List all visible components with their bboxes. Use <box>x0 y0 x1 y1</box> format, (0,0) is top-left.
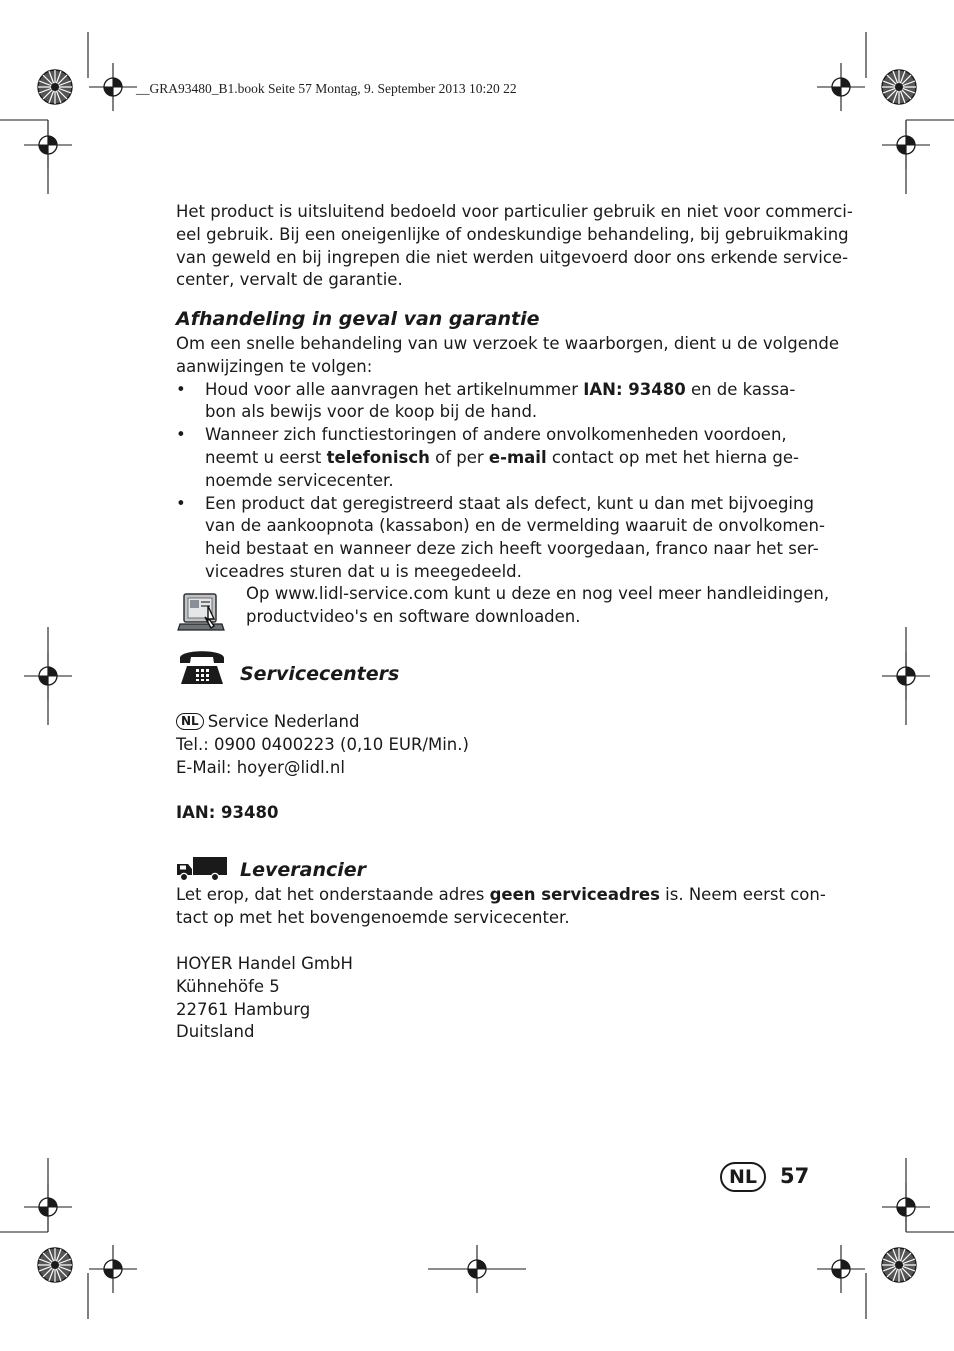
registration-mark-icon <box>24 652 72 700</box>
registration-mark-icon <box>453 1245 501 1293</box>
address-line: Duitsland <box>176 1022 255 1042</box>
registration-mark-icon <box>882 1183 930 1231</box>
bullet-text: noemde servicecenter. <box>205 470 394 490</box>
bullet-text: heid bestaat en wanneer deze zich heeft voorgedaan, franco naar het ser- <box>205 539 819 559</box>
bold-term: e-mail <box>488 447 547 467</box>
ian-number: IAN: 93480 <box>176 803 279 822</box>
download-line: productvideo's en software downloaden. <box>246 606 581 626</box>
registration-mark-icon <box>89 63 137 111</box>
bullet-text: • Een product dat geregistreerd staat als defect, kunt u dan met bijvoeging <box>205 493 814 513</box>
bullet-text: of per <box>429 447 489 467</box>
color-target-icon <box>882 70 916 104</box>
bold-term: geen serviceadres <box>489 885 660 904</box>
intro-line: eel gebruik. Bij een oneigenlijke of ondeskundige behandeling, bij gebruikmaking <box>176 224 849 244</box>
address-line: HOYER Handel GmbH <box>176 954 353 973</box>
country-badge: NL <box>176 713 204 730</box>
address-line: Kühnehöfe 5 <box>176 976 280 996</box>
registration-mark-icon <box>89 1245 137 1293</box>
service-name: Service Nederland <box>207 712 360 731</box>
registration-mark-icon <box>817 63 865 111</box>
registration-mark-icon <box>882 121 930 169</box>
color-target-icon <box>38 70 72 104</box>
bullet-text: viceadres sturen dat u is meegedeeld. <box>205 561 522 581</box>
warranty-intro-line: Om een snelle behandeling van uw verzoek te waarborgen, dient u de volgende <box>176 334 839 353</box>
bullet-text: Houd voor alle aanvragen het artikelnummer <box>205 379 584 399</box>
intro-line: van geweld en bij ingrepen die niet werden uitgevoerd door ons erkende service- <box>176 247 849 267</box>
bullet-text: contact op met het hierna ge- <box>546 447 799 467</box>
download-line: Op www.lidl-service.com kunt u deze en nog veel meer handleidingen, <box>246 584 830 603</box>
service-phone: Tel.: 0900 0400223 (0,10 EUR/Min.) <box>176 734 469 754</box>
color-target-icon <box>38 1248 72 1282</box>
bullet-text: neemt u eerst <box>205 447 327 467</box>
page-number: 57 <box>780 1164 810 1188</box>
bold-term: telefonisch <box>326 447 430 467</box>
servicecenters-heading: Servicecenters <box>240 663 400 685</box>
registration-mark-icon <box>24 1183 72 1231</box>
bullet-text: bon als bewijs voor de koop bij de hand. <box>205 402 538 422</box>
service-email: E-Mail: hoyer@lidl.nl <box>176 757 345 777</box>
warranty-heading: Afhandeling in geval van garantie <box>176 308 540 330</box>
address-line: 22761 Hamburg <box>176 999 311 1019</box>
language-badge: NL <box>720 1162 766 1192</box>
bullet-text: van de aankoopnota (kassabon) en de vermelding waaruit de onvolkomen- <box>205 516 825 536</box>
registration-mark-icon <box>24 121 72 169</box>
bullet-text: en de kassa- <box>685 379 796 399</box>
supplier-heading: Leverancier <box>240 859 367 881</box>
registration-mark-icon <box>882 652 930 700</box>
intro-line: center, vervalt de garantie. <box>176 270 403 290</box>
print-header: __GRA93480_B1.book Seite 57 Montag, 9. September 2013 10:20 22 <box>136 81 517 96</box>
supplier-text: tact op met het bovengenoemde servicecenter. <box>176 907 570 927</box>
color-target-icon <box>882 1248 916 1282</box>
warranty-intro-line: aanwijzingen te volgen: <box>176 356 373 376</box>
supplier-text: Let erop, dat het onderstaande adres <box>176 885 490 904</box>
registration-mark-icon <box>817 1245 865 1293</box>
supplier-text: is. Neem eerst con- <box>659 885 826 904</box>
article-number: IAN: 93480 <box>583 379 686 399</box>
intro-line: Het product is uitsluitend bedoeld voor particulier gebruik en niet voor commerci- <box>176 202 853 221</box>
bullet-text: • Wanneer zich functiestoringen of andere onvolkomenheden voordoen, <box>205 425 787 445</box>
